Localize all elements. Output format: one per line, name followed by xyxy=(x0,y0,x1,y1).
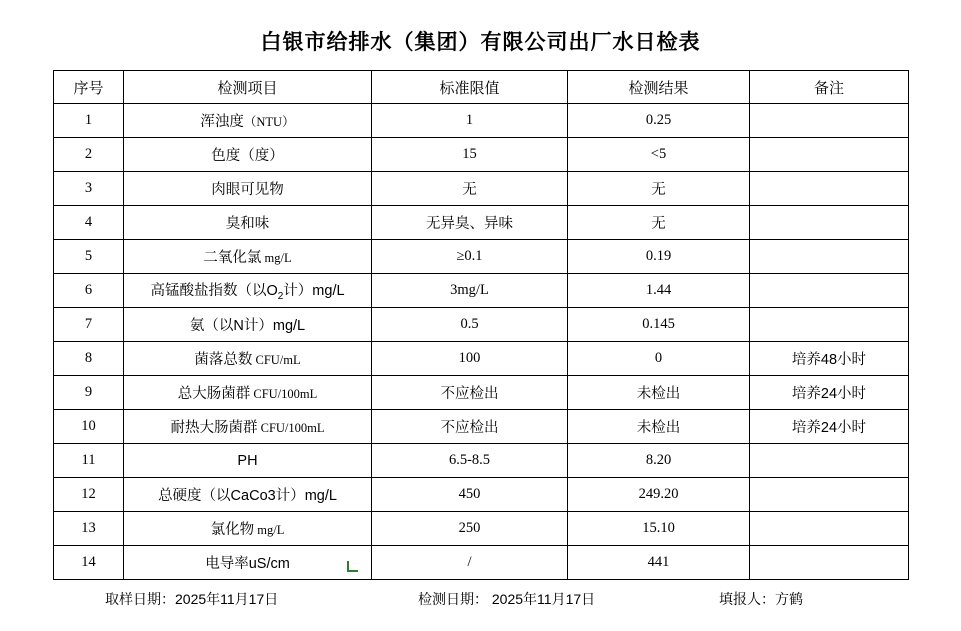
cell-note: 培养24小时 xyxy=(750,376,909,410)
table-row xyxy=(54,172,909,206)
cell-no: 6 xyxy=(54,274,124,308)
corner-mark-icon xyxy=(347,561,358,572)
cell-limit: 3mg/L xyxy=(372,274,568,308)
cell-no: 10 xyxy=(54,410,124,444)
cell-no: 5 xyxy=(54,240,124,274)
cell-no: 2 xyxy=(54,138,124,172)
column-header-limit: 标准限值 xyxy=(372,71,568,104)
cell-item: 肉眼可见物 xyxy=(124,172,372,206)
cell-note xyxy=(750,444,909,478)
table-container xyxy=(0,70,961,580)
table-row xyxy=(54,206,909,240)
cell-note xyxy=(750,172,909,206)
test-date-label: 检测日期： 2025年11月17日 xyxy=(418,591,596,607)
cell-result: 8.20 xyxy=(568,444,750,478)
cell-note xyxy=(750,274,909,308)
cell-item: 总硬度（以CaCo3计）mg/L xyxy=(124,478,372,512)
cell-no: 14 xyxy=(54,546,124,580)
table-row xyxy=(54,410,909,444)
column-header-result: 检测结果 xyxy=(568,71,750,104)
cell-result: 15.10 xyxy=(568,512,750,546)
cell-no: 12 xyxy=(54,478,124,512)
cell-result: 0.145 xyxy=(568,308,750,342)
cell-result: 未检出 xyxy=(568,410,750,444)
cell-limit: 15 xyxy=(372,138,568,172)
cell-no: 3 xyxy=(54,172,124,206)
cell-no: 8 xyxy=(54,342,124,376)
cell-item: 氨（以N计）mg/L xyxy=(124,308,372,342)
cell-limit: ≥0.1 xyxy=(372,240,568,274)
page-title: 白银市给排水（集团）有限公司出厂水日检表 xyxy=(260,31,701,54)
table-header-row xyxy=(54,71,909,104)
cell-item: 菌落总数 CFU/mL xyxy=(124,342,372,376)
cell-result: 无 xyxy=(568,172,750,206)
cell-limit: 1 xyxy=(372,104,568,138)
sample-date-label: 取样日期：2025年11月17日 xyxy=(105,591,279,607)
cell-no: 9 xyxy=(54,376,124,410)
cell-limit: 250 xyxy=(372,512,568,546)
table-row xyxy=(54,342,909,376)
cell-note xyxy=(750,104,909,138)
cell-limit: 6.5-8.5 xyxy=(372,444,568,478)
table-row xyxy=(54,274,909,308)
cell-note: 培养24小时 xyxy=(750,410,909,444)
cell-limit: 0.5 xyxy=(372,308,568,342)
cell-result: 441 xyxy=(568,546,750,580)
column-header-note: 备注 xyxy=(750,71,909,104)
cell-note xyxy=(750,512,909,546)
cell-note xyxy=(750,240,909,274)
cell-limit: 不应检出 xyxy=(372,410,568,444)
cell-item: PH xyxy=(124,444,372,478)
cell-no: 13 xyxy=(54,512,124,546)
table-row xyxy=(54,240,909,274)
table-header xyxy=(54,71,909,104)
cell-limit: 100 xyxy=(372,342,568,376)
cell-item: 电导率uS/cm xyxy=(124,546,372,580)
cell-result: 0 xyxy=(568,342,750,376)
table-row xyxy=(54,138,909,172)
cell-item: 氯化物 mg/L xyxy=(124,512,372,546)
cell-item: 臭和味 xyxy=(124,206,372,240)
cell-result: <5 xyxy=(568,138,750,172)
cell-note xyxy=(750,138,909,172)
column-header-no: 序号 xyxy=(54,71,124,104)
cell-item: 浑浊度（NTU） xyxy=(124,104,372,138)
cell-no: 11 xyxy=(54,444,124,478)
water-quality-table xyxy=(53,70,909,580)
cell-note xyxy=(750,546,909,580)
cell-item: 高锰酸盐指数（以$O_2$计）mg/L xyxy=(124,274,372,308)
cell-no: 4 xyxy=(54,206,124,240)
cell-no: 1 xyxy=(54,104,124,138)
cell-note: 培养48小时 xyxy=(750,342,909,376)
cell-item: 色度（度） xyxy=(124,138,372,172)
cell-limit: 无 xyxy=(372,172,568,206)
cell-result: 无 xyxy=(568,206,750,240)
cell-result: 0.25 xyxy=(568,104,750,138)
cell-item: 总大肠菌群 CFU/100mL xyxy=(124,376,372,410)
cell-result: 未检出 xyxy=(568,376,750,410)
cell-note xyxy=(750,478,909,512)
footer xyxy=(0,589,961,613)
cell-limit: 无异臭、异味 xyxy=(372,206,568,240)
table-body xyxy=(54,104,909,580)
cell-limit: 450 xyxy=(372,478,568,512)
filler-label: 填报人：方鹤 xyxy=(719,591,803,607)
cell-item: 二氧化氯 mg/L xyxy=(124,240,372,274)
table-row xyxy=(54,478,909,512)
cell-result: 1.44 xyxy=(568,274,750,308)
cell-no: 7 xyxy=(54,308,124,342)
table-row xyxy=(54,444,909,478)
cell-note xyxy=(750,206,909,240)
table-row xyxy=(54,308,909,342)
table-row xyxy=(54,104,909,138)
cell-item: 耐热大肠菌群 CFU/100mL xyxy=(124,410,372,444)
table-row xyxy=(54,546,909,580)
cell-note xyxy=(750,308,909,342)
cell-result: 249.20 xyxy=(568,478,750,512)
table-row xyxy=(54,376,909,410)
column-header-item: 检测项目 xyxy=(124,71,372,104)
cell-result: 0.19 xyxy=(568,240,750,274)
cell-limit: / xyxy=(372,546,568,580)
cell-limit: 不应检出 xyxy=(372,376,568,410)
table-row xyxy=(54,512,909,546)
